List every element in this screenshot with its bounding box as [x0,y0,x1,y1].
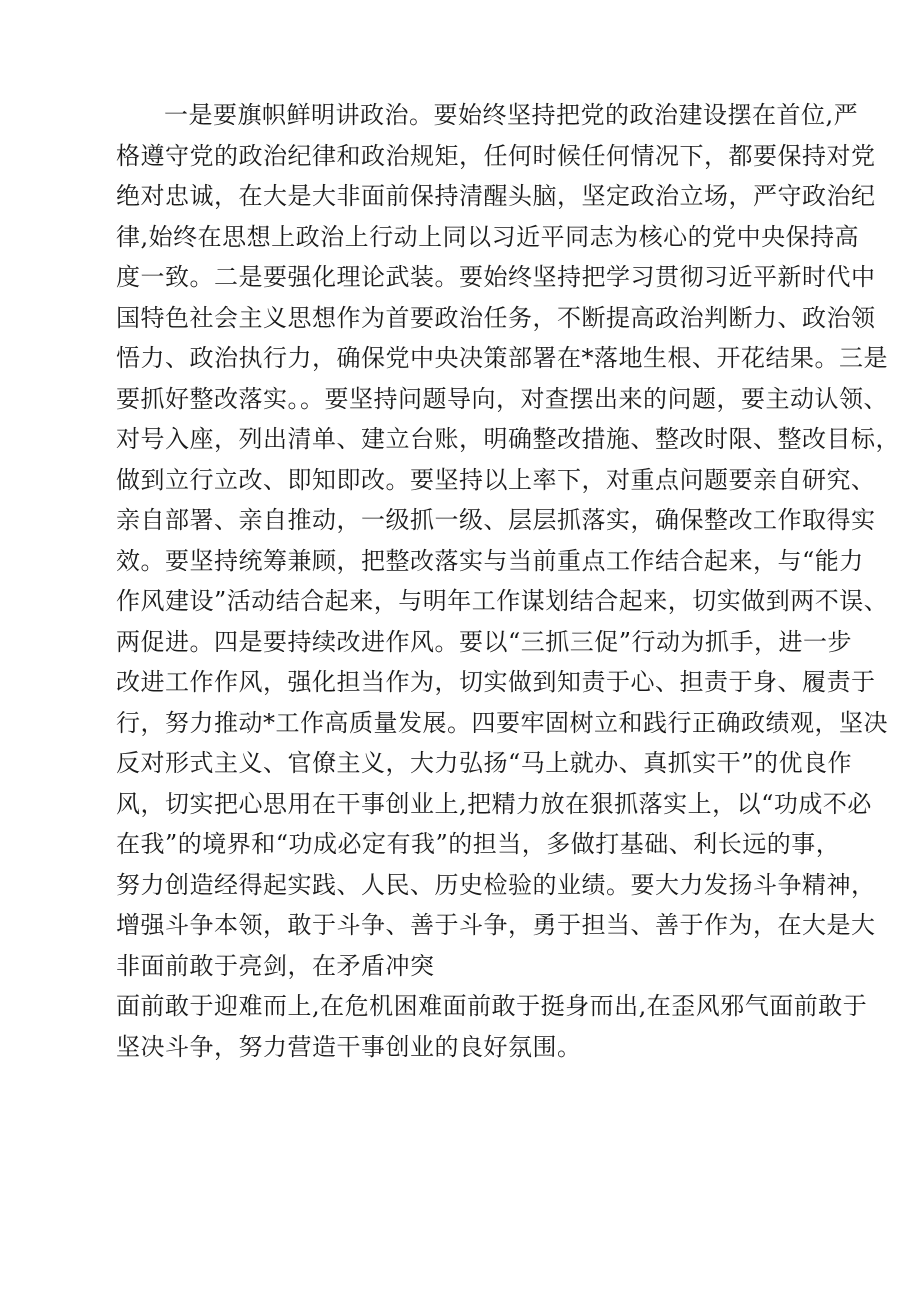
text-line-12: 效。要坚持统筹兼顾，把整改落实与当前重点工作结合起来，与“能力 [116,546,864,575]
text-line-8: 要抓好整改落实。。要坚持问题导向，对查摆出来的问题，要主动认领、 [116,384,888,413]
text-line-11: 亲自部署、亲自推动，一级抓一级、层层抓落实，确保整改工作取得实 [116,506,876,534]
text-line-5: 度一致。二是要强化理论武装。要始终坚持把学习贯彻习近平新时代中 [116,263,876,291]
text-line-6: 国特色社会主义思想作为首要政治任务，不断提高政治判断力、政治领 [116,303,876,332]
text-line-3: 绝对忠诚，在大是大非面前保持清醒头脑，坚定政治立场，严守政治纪 [116,182,876,210]
text-line-24: 坚决斗争，努力营造干事创业的良好氛围。 [116,1032,582,1061]
text-line-21: 增强斗争本领，敢于斗争、善于斗争，勇于担当、善于作为，在大是大 [116,911,876,939]
text-line-17: 反对形式主义、官僚主义，大力弘扬“马上就办、真抓实干”的优良作 [116,749,853,777]
text-line-18: 风，切实把心思用在干事创业上,把精力放在狠抓落实上，以“功成不必 [116,789,872,818]
text-line-7: 悟力、政治执行力，确保党中央决策部署在*落地生根、开花结果。三是 [116,344,888,372]
text-line-22: 非面前敢于亮剑，在矛盾冲突 [116,951,435,980]
text-line-13: 作风建设”活动结合起来，与明年工作谋划结合起来，切实做到两不误、 [116,587,889,615]
text-line-4: 律,始终在思想上政治上行动上同以习近平同志为核心的党中央保持高 [116,222,860,251]
text-line-2: 格遵守党的政治纪律和政治规矩，任何时候任何情况下，都要保持对党 [116,141,876,170]
text-line-16: 行，努力推动*工作高质量发展。四要牢固树立和践行正确政绩观，坚决 [116,708,888,737]
text-line-1: 一是要旗帜鲜明讲政治。要始终坚持把党的政治建设摆在首位,严 [164,101,859,129]
text-line-14: 两促进。四是要持续改进作风。要以“三抓三促”行动为抓手，进一步 [116,627,853,656]
text-line-19: 在我”的境界和“功成必定有我”的担当，多做打基础、利长远的事， [116,830,841,858]
text-line-10: 做到立行立改、即知即改。要坚持以上率下，对重点问题要亲自研究、 [116,465,876,494]
text-line-20: 努力创造经得起实践、人民、历史检验的业绩。要大力发扬斗争精神， [116,870,876,899]
text-line-23: 面前敢于迎难而上,在危机困难面前敢于挺身而出,在歪风邪气面前敢于 [116,992,868,1020]
text-line-15: 改进工作作风，强化担当作为，切实做到知责于心、担责于身、履责于 [116,668,876,696]
text-line-9: 对号入座，列出清单、建立台账，明确整改措施、整改时限、整改目标， [116,425,900,453]
body-paragraph [116,95,900,1067]
